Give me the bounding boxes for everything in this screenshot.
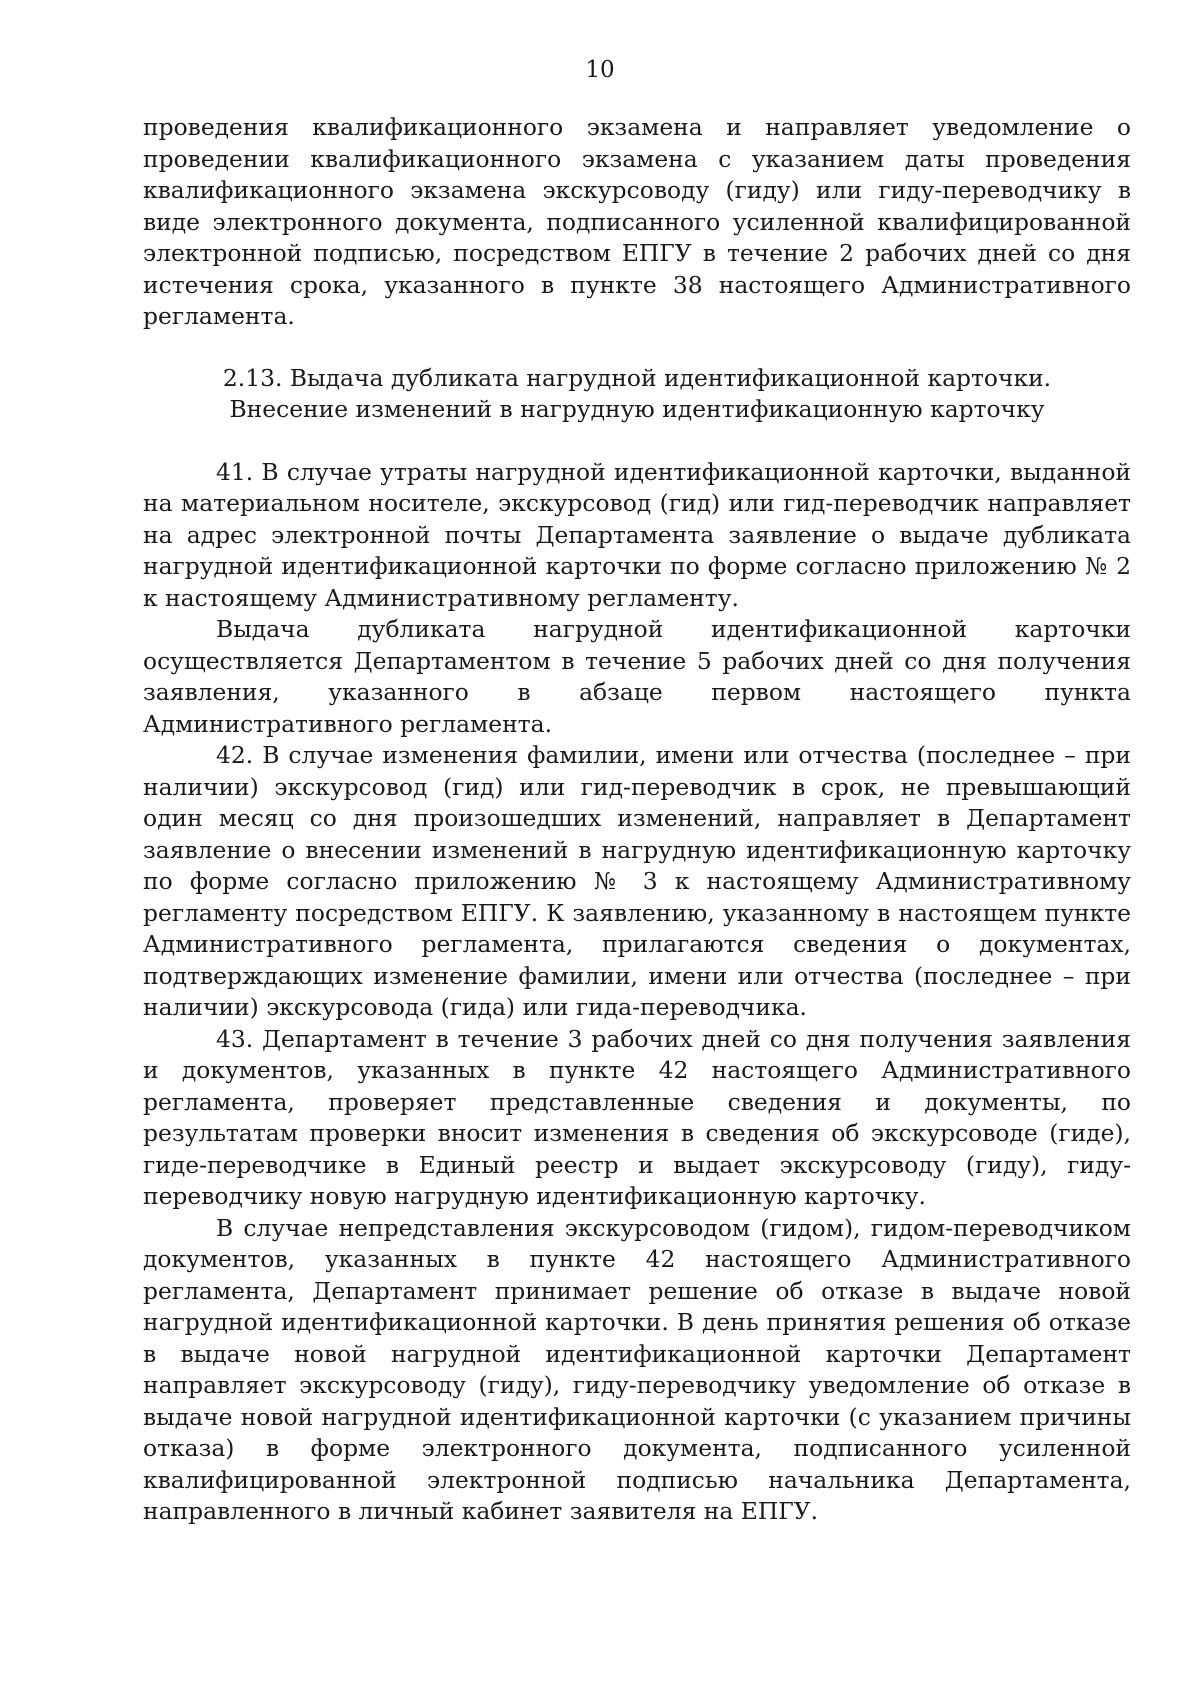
- section-heading: [143, 363, 1131, 426]
- section-heading-title: 2.13. Выдача дубликата нагрудной идентификационной карточки.: [222, 363, 1052, 392]
- paragraph-41-second: Выдача дубликата нагрудной идентификационной карточки осуществляется Департаментом в течение 5 рабочих дней со дня получения заявления, указанного в абзаце первом настоящего пункта Административного регламента.: [143, 615, 1131, 738]
- paragraph-43-second: В случае непредставления экскурсоводом (гидом), гидом-переводчиком документов, указанных в пункте 42 настоящего Административного регламента, Департамент принимает решение об отказе в выдаче новой нагрудной идентификационной карточки. В день принятия решения об отказе в выдаче новой нагрудной идентификационной карточки Департамент направляет экскурсоводу (гиду), гиду-переводчику уведомление об отказе в выдаче новой нагрудной идентификационной карточки (с указанием причины отказа) в форме электронного документа, подписанного усиленной квалифицированной электронной подписью начальника Департамента, направленного в личный кабинет заявителя на ЕПГУ.: [143, 1213, 1131, 1525]
- paragraph-continuation: проведения квалификационного экзамена и направляет уведомление о проведении квалификационного экзамена с указанием даты проведения квалификационного экзамена экскурсоводу (гиду) или гиду-переводчику в виде электронного документа, подписанного усиленной квалифицированной электронной подписью, посредством ЕПГУ в течение 2 рабочих дней со дня истечения срока, указанного в пункте 38 настоящего Административного регламента.: [143, 113, 1131, 330]
- paragraph-42: 42. В случае изменения фамилии, имени или отчества (последнее – при наличии) экскурсовод (гид) или гид-переводчик в срок, не превышающий один месяц со дня произошедших изменений, направляет в Департамент заявление о внесении изменений в нагрудную идентификационную карточку по форме согласно приложению № 3 к настоящему Административному регламенту посредством ЕПГУ. К заявлению, указанному в настоящем пункте Административного регламента, прилагаются сведения о документах, подтверждающих изменение фамилии, имени или отчества (последнее – при наличии) экскурсовода (гида) или гида-переводчика.: [143, 741, 1131, 1021]
- document-body: [143, 112, 1131, 1528]
- paragraph-43: 43. Департамент в течение 3 рабочих дней со дня получения заявления и документов, указанных в пункте 42 настоящего Административного регламента, проверяет представленные сведения и документы, по результатам проверки вносит изменения в сведения об экскурсоводе (гиде), гиде-переводчике в Единый реестр и выдает экскурсоводу (гиду), гиду-переводчику новую нагрудную идентификационную карточку.: [143, 1024, 1131, 1210]
- page-number: 10: [585, 57, 615, 83]
- paragraph-41: 41. В случае утраты нагрудной идентификационной карточки, выданной на материальном носителе, экскурсовод (гид) или гид-переводчик направляет на адрес электронной почты Департамента заявление о выдаче дубликата нагрудной идентификационной карточки по форме согласно приложению № 2 к настоящему Административному регламенту.: [143, 457, 1131, 612]
- section-heading-subtitle: Внесение изменений в нагрудную идентификационную карточку: [229, 395, 1045, 423]
